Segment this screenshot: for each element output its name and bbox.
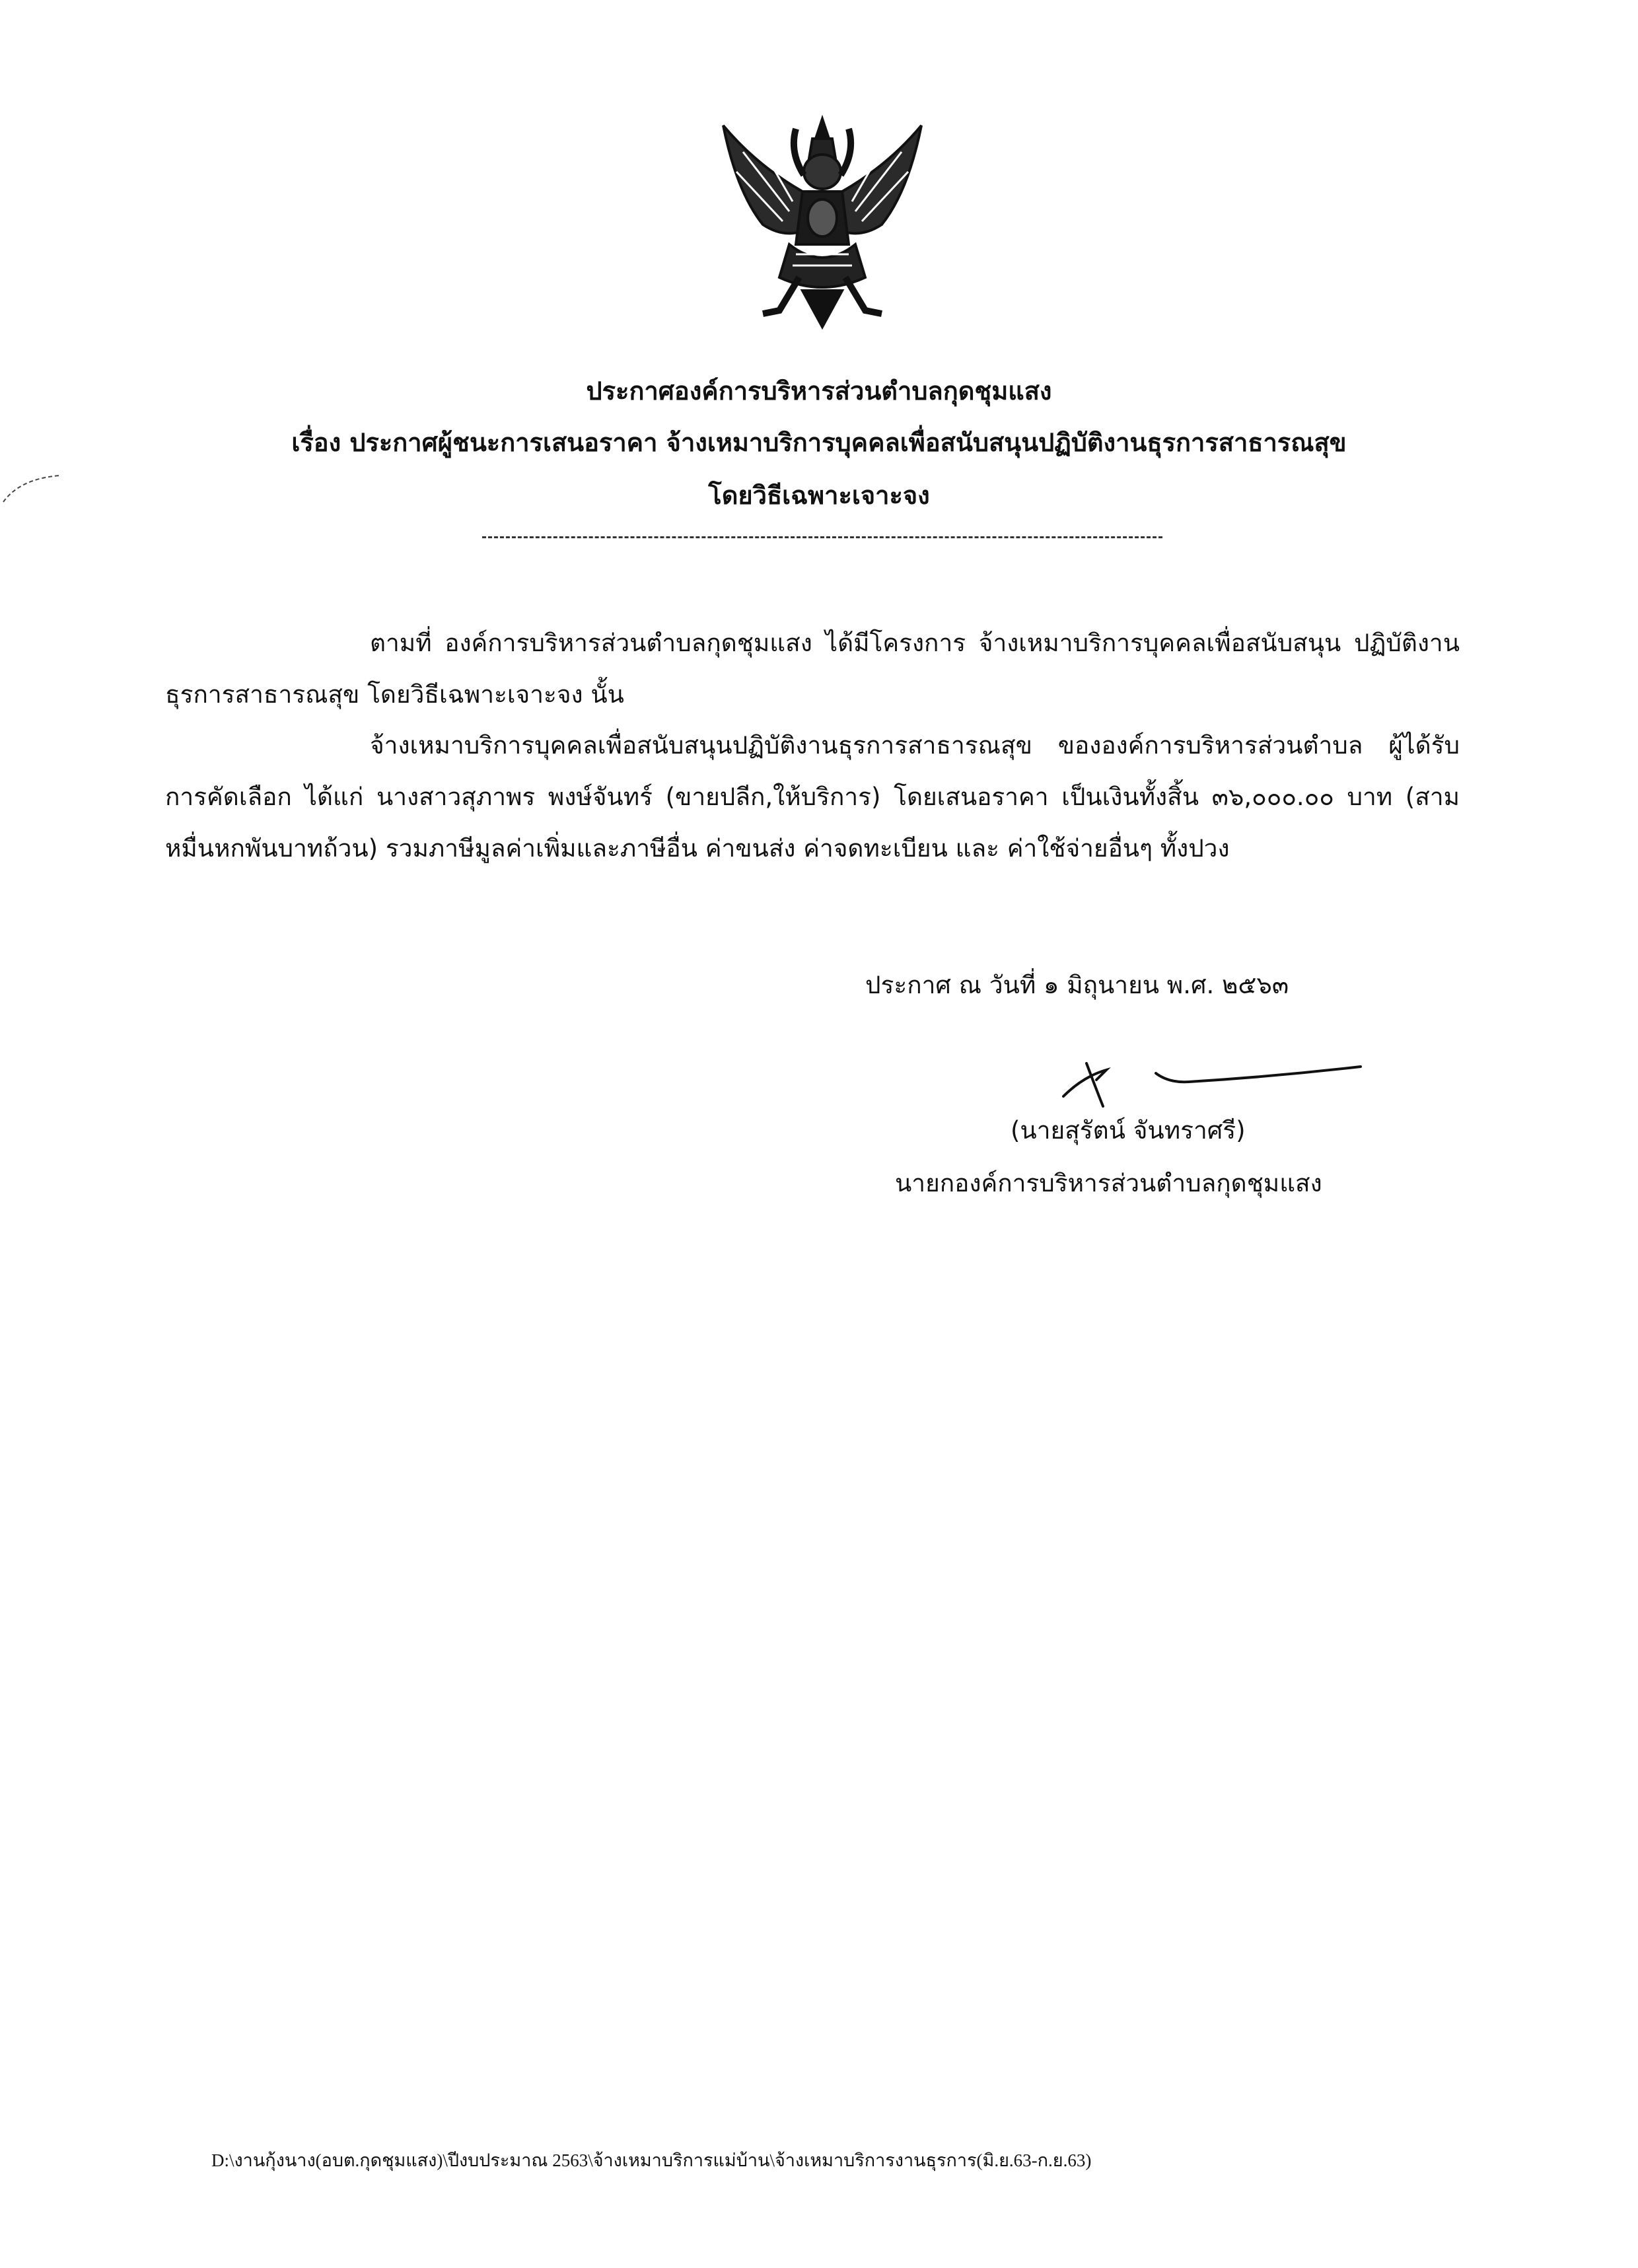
body-paragraph-2: จ้างเหมาบริการบุคคลเพื่อสนับสนุนปฏิบัติงานธุรการสาธารณสุข ขององค์การบริหารส่วนตำบล ผู้ได้รับการคัดเลือก ได้แก่ นางสาวสุภาพร พงษ์จันทร์ (ขายปลีก,ให้บริการ) โดยเสนอราคา เป็นเงินทั้งสิ้น ๓๖,๐๐๐.๐๐ บาท (สามหมื่นหกพันบาทถ้วน) รวมภาษีมูลค่าเพิ่มและภาษีอื่น ค่าขนส่ง ค่าจดทะเบียน และ ค่าใช้จ่ายอื่นๆ ทั้งปวง — [165, 731, 1460, 863]
announcement-title: ประกาศองค์การบริหารส่วนตำบลกุดชุมแสง — [586, 376, 1052, 406]
signatory-name: (นายสุรัตน์ จันทราศรี) — [1011, 1116, 1246, 1145]
announcement-subject: เรื่อง ประกาศผู้ชนะการเสนอราคา จ้างเหมาบริการบุคคลเพื่อสนับสนุนปฏิบัติงานธุรการสาธารณสุข — [291, 428, 1347, 457]
file-path-footer: D:\งานกุ้งนาง(อบต.กุดชุมแสง)\ปีงบประมาณ 2563\จ้างเหมาบริการแม่บ้าน\จ้างเหมาบริการงานธุรการ(มิ.ย.63-ก.ย.63) — [211, 2150, 1092, 2170]
announcement-method: โดยวิธีเฉพาะเจาะจง — [708, 481, 930, 510]
header-divider — [482, 536, 1162, 538]
body-paragraph-1: ตามที่ องค์การบริหารส่วนตำบลกุดชุมแสง ได้มีโครงการ จ้างเหมาบริการบุคคลเพื่อสนับสนุน ปฏิบัติงานธุรการสาธารณสุข โดยวิธีเฉพาะเจาะจง นั้น — [165, 629, 1460, 709]
signatory-title: นายกองค์การบริหารส่วนตำบลกุดชุมแสง — [895, 1169, 1322, 1197]
announcement-date: ประกาศ ณ วันที่ ๑ มิถุนายน พ.ศ. ๒๕๖๓ — [865, 971, 1289, 999]
handwritten-signature — [1057, 1050, 1367, 1110]
garuda-emblem-icon — [717, 112, 928, 330]
margin-mark — [0, 466, 73, 505]
